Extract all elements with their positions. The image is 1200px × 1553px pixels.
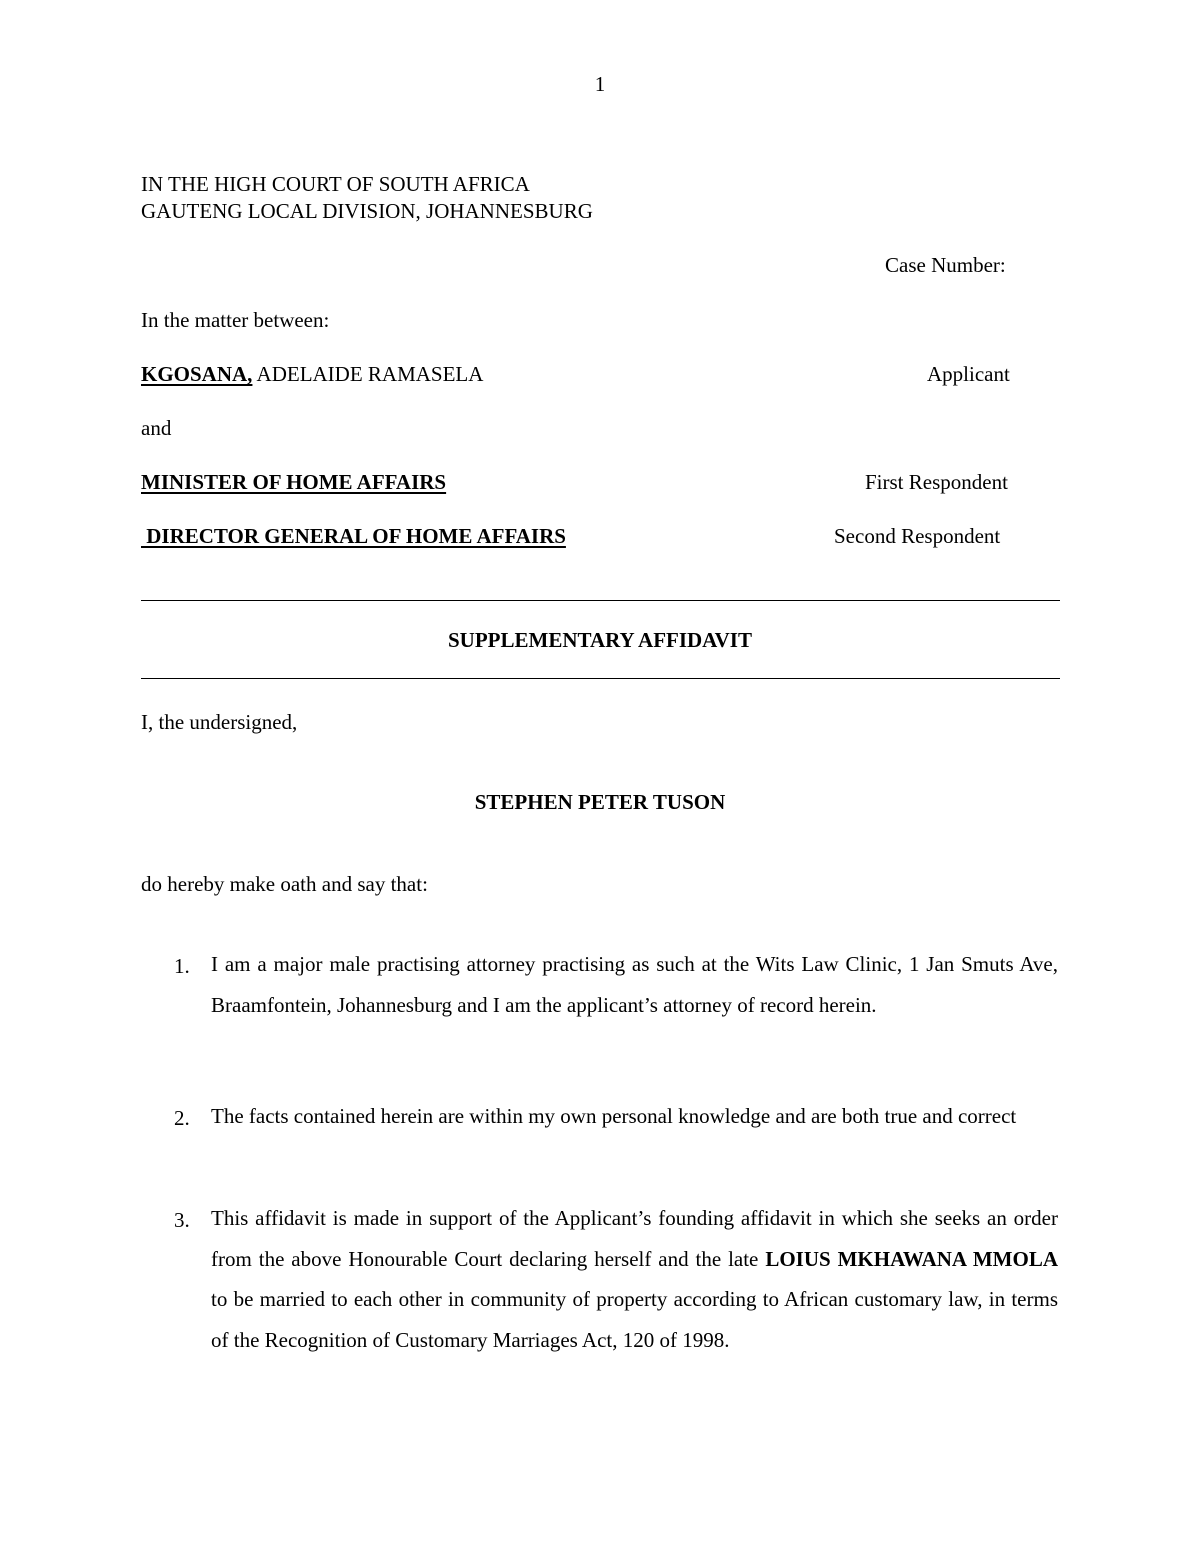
case-number-label: Case Number: <box>885 253 1006 277</box>
applicant-name <box>141 364 483 385</box>
paragraph-3-text-before: This affidavit is made in support of the Applicant’s founding affidavit in which she seeks an order from the above Honourable Court declaring herself and the late <box>211 1206 1058 1271</box>
oath-text: do hereby make oath and say that: <box>141 872 428 896</box>
title-bottom-rule <box>141 678 1060 679</box>
intro-text: I, the undersigned, <box>141 710 298 734</box>
first-respondent-name: MINISTER OF HOME AFFAIRS <box>141 470 447 494</box>
paragraph-3-text-after: to be married to each other in community of property according to African customary law, in terms of the Recognition of Customary Marriages Act, 120 of 1998. <box>211 1287 1058 1352</box>
paragraph-3-text <box>211 1198 1058 1360</box>
paragraph-1-text: I am a major male practising attorney practising as such at the Wits Law Clinic, 1 Jan Smuts Ave, Braamfontein, Johannesburg and I am the applicant’s attorney of record herein. <box>211 952 1058 1017</box>
and-separator: and <box>141 416 172 440</box>
second-respondent-role: Second Respondent <box>834 524 1001 548</box>
title-top-rule <box>141 600 1060 601</box>
paragraph-2-number: 2. <box>174 1106 190 1130</box>
applicant-surname: KGOSANA, <box>141 362 253 386</box>
second-respondent-name: DIRECTOR GENERAL OF HOME AFFAIRS <box>141 524 566 548</box>
document-title: SUPPLEMENTARY AFFIDAVIT <box>448 628 752 652</box>
court-name-line1: IN THE HIGH COURT OF SOUTH AFRICA <box>141 172 530 196</box>
paragraph-2-text: The facts contained herein are within my own personal knowledge and are both true and correct <box>211 1104 1017 1128</box>
deponent-name: STEPHEN PETER TUSON <box>474 790 726 814</box>
paragraph-1-number: 1. <box>174 954 190 978</box>
applicant-given-names: ADELAIDE RAMASELA <box>252 362 484 386</box>
applicant-role: Applicant <box>927 362 1010 386</box>
paragraph-3-deceased-name: LOIUS MKHAWANA MMOLA <box>765 1246 1058 1271</box>
court-name-line2: GAUTENG LOCAL DIVISION, JOHANNESBURG <box>141 199 593 223</box>
first-respondent-role: First Respondent <box>865 470 1008 494</box>
matter-between: In the matter between: <box>141 308 330 332</box>
page-number: 1 <box>594 72 606 96</box>
paragraph-3-number: 3. <box>174 1208 190 1232</box>
